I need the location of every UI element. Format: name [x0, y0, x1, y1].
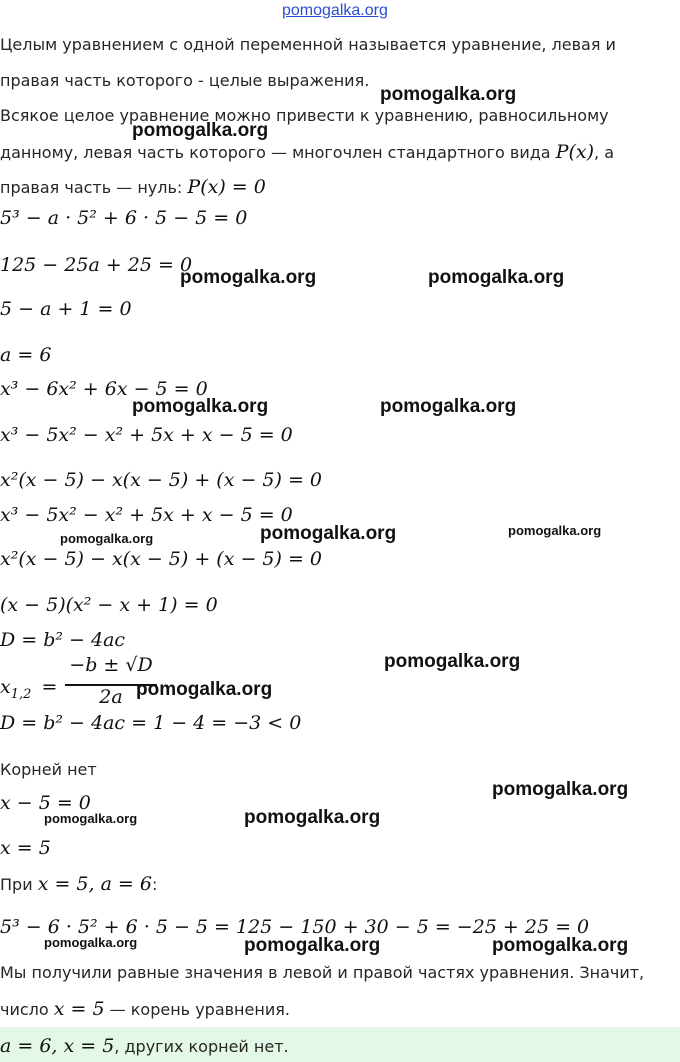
site-link[interactable]: pomogalka.org: [282, 2, 388, 19]
conclusion-text: число: [0, 1000, 49, 1019]
x-equals-5: x = 5: [0, 837, 51, 859]
watermark: pomogalka.org: [132, 120, 269, 141]
check-line: [0, 873, 157, 895]
watermark: pomogalka.org: [132, 396, 269, 417]
polynomial-equation: P(x) = 0: [187, 176, 266, 198]
intro-paragraph-2-line-1: Всякое целое уравнение можно привести к уравнению, равносильному: [0, 106, 609, 125]
conclusion-root: x = 5: [53, 998, 105, 1020]
conclusion-line-2: [0, 998, 290, 1020]
watermark: pomogalka.org: [508, 523, 602, 538]
watermark: pomogalka.org: [44, 935, 138, 950]
conclusion-line-1: Мы получили равные значения в левой и правой частях уравнения. Значит,: [0, 963, 645, 982]
intro-paragraph-1-line-1: Целым уравнением с одной переменной называется уравнение, левая и: [0, 35, 616, 54]
answer-text: , других корней нет.: [114, 1037, 289, 1056]
watermark: pomogalka.org: [44, 811, 138, 826]
watermark: pomogalka.org: [428, 267, 565, 288]
watermark: pomogalka.org: [136, 679, 273, 700]
watermark: pomogalka.org: [60, 531, 154, 546]
check-tail: :: [151, 875, 158, 894]
intro-tail: , а: [594, 143, 615, 162]
fraction-numerator: −b ± √D: [69, 654, 153, 676]
fraction-denominator: 2a: [99, 686, 123, 708]
watermark: pomogalka.org: [492, 779, 629, 800]
answer-box: [0, 1027, 680, 1062]
roots-variable: x: [0, 676, 11, 698]
check-label: При: [0, 875, 33, 894]
equation-step-11: D = b² − 4ac: [0, 629, 126, 651]
intro-paragraph-2-line-3: [0, 176, 266, 198]
discriminant-value: D = b² − 4ac = 1 − 4 = −3 < 0: [0, 712, 302, 734]
check-equation: 5³ − 6 · 5² + 6 · 5 − 5 = 125 − 150 + 30 − 5 = −25 + 25 = 0: [0, 916, 590, 938]
watermark: pomogalka.org: [380, 396, 517, 417]
watermark: pomogalka.org: [244, 807, 381, 828]
equation-step-8: x³ − 5x² − x² + 5x + x − 5 = 0: [0, 504, 293, 526]
polynomial-notation: P(x): [555, 141, 595, 163]
check-values: x = 5, a = 6: [37, 873, 152, 895]
equation-step-4: a = 6: [0, 344, 52, 366]
equation-step-7: x²(x − 5) − x(x − 5) + (x − 5) = 0: [0, 469, 323, 491]
roots-equals: =: [41, 676, 58, 698]
equation-step-3: 5 − a + 1 = 0: [0, 298, 132, 320]
watermark: pomogalka.org: [384, 651, 521, 672]
equation-step-1: 5³ − a · 5² + 6 · 5 − 5 = 0: [0, 207, 248, 229]
watermark: pomogalka.org: [380, 84, 517, 105]
watermark: pomogalka.org: [492, 935, 629, 956]
intro-paragraph-1-line-2: правая часть которого - целые выражения.: [0, 71, 370, 90]
intro-paragraph-2-line-2: [0, 141, 614, 163]
equation-step-10: (x − 5)(x² − x + 1) = 0: [0, 594, 218, 616]
equation-step-9: x²(x − 5) − x(x − 5) + (x − 5) = 0: [0, 548, 323, 570]
conclusion-text-end: — корень уравнения.: [109, 1000, 290, 1019]
equation-step-6: x³ − 5x² − x² + 5x + x − 5 = 0: [0, 424, 293, 446]
intro-text: данному, левая часть которого — многочлен стандартного вида: [0, 143, 551, 162]
equation-step-5: x³ − 6x² + 6x − 5 = 0: [0, 378, 208, 400]
roots-formula-lhs: [0, 676, 57, 702]
watermark: pomogalka.org: [260, 523, 397, 544]
equation-step-2: 125 − 25a + 25 = 0: [0, 254, 193, 276]
answer-line: [0, 1035, 289, 1057]
intro-text: правая часть — нуль:: [0, 178, 183, 197]
x-minus-5-equation: x − 5 = 0: [0, 792, 91, 814]
no-roots-text: Корней нет: [0, 760, 97, 779]
answer-values: a = 6, x = 5: [0, 1035, 115, 1057]
roots-subscript: 1,2: [10, 686, 32, 702]
watermark: pomogalka.org: [244, 935, 381, 956]
watermark: pomogalka.org: [180, 267, 317, 288]
